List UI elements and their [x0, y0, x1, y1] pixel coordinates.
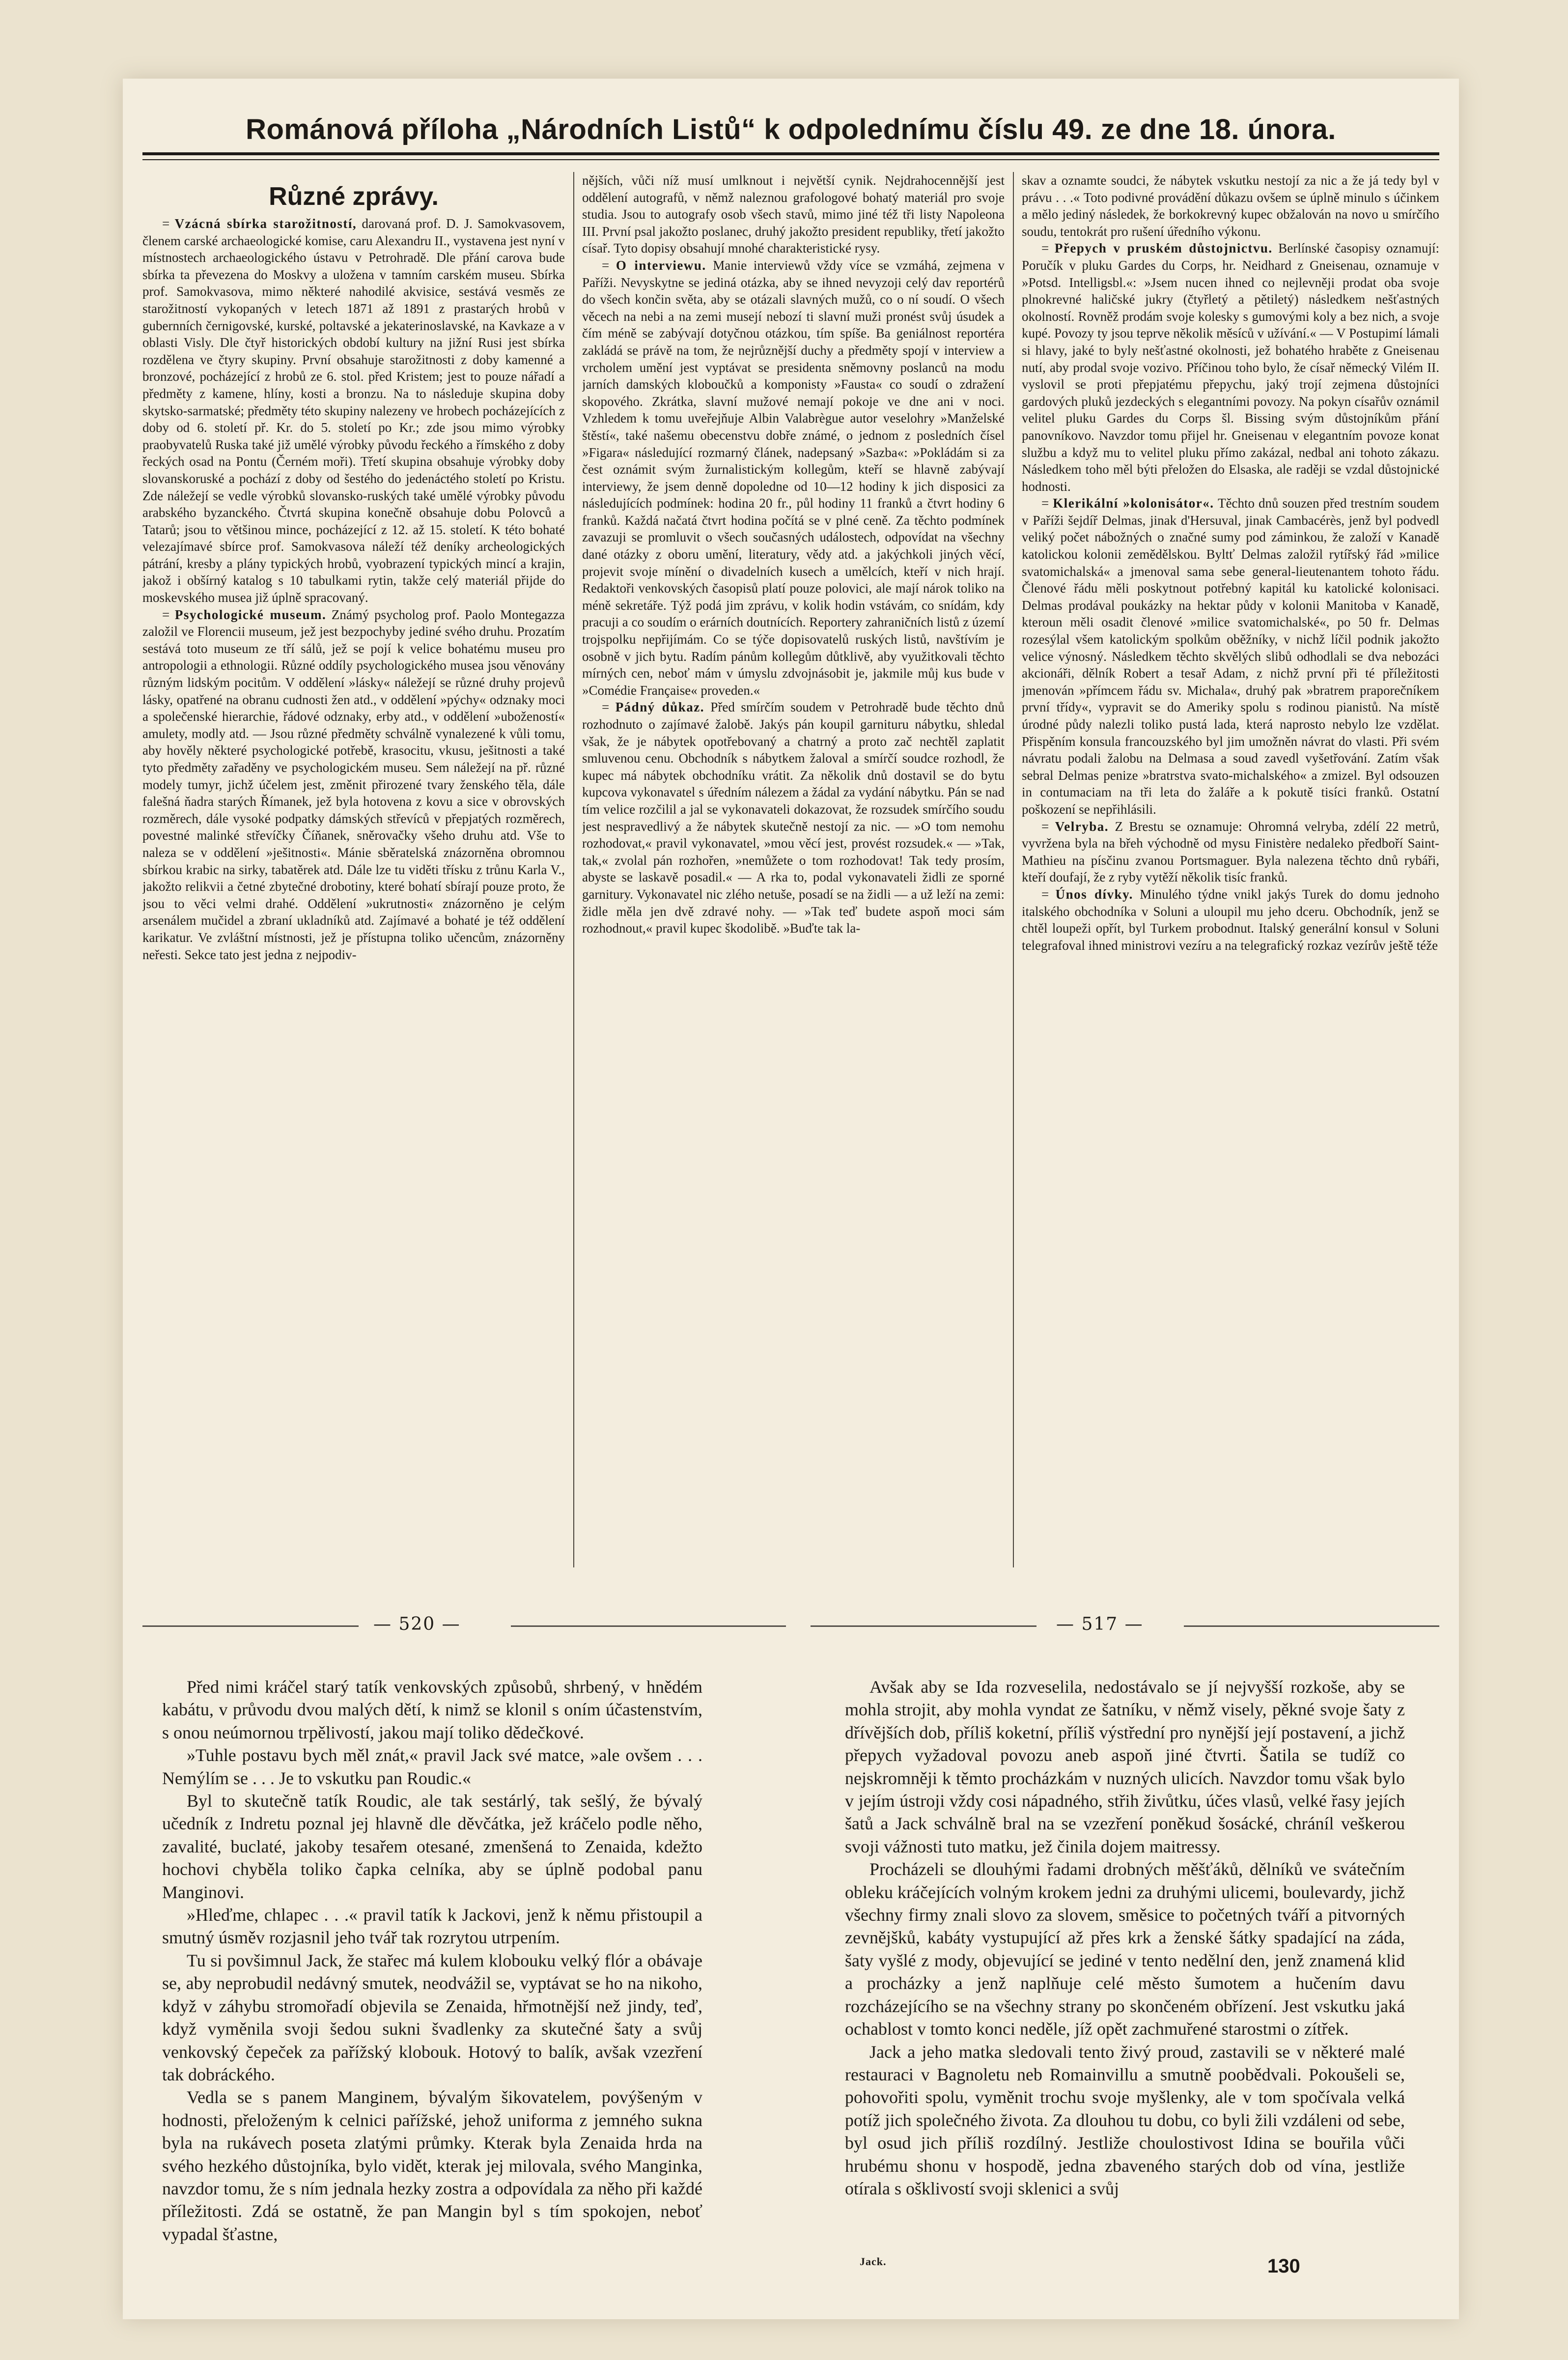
- header-rule: [142, 152, 1439, 155]
- news-text: Před smírčím soudem v Petrohradě bude těchto dnů rozhodnuto o zajímavé žalobě. Jakýs pán koupil garnituru nábytku, shledal však, že je nábytek opotřebovaný a chatrný a proto zač nechtěl zaplatit smluvenou cenu. Obchodník s nábytkem žaloval a smírčí soudce rozhodl, že kupec má nábytek obchodníku vrátit. Za několik dnů dostavil se do bytu kupcova vykonavatel s úředním nálezem a žádal za vydání nábytku. Pán se nad tím velice rozčilil a jal se vykonavateli dokazovat, že rozsudek smírčího soudu jest nespravedlivý a že nábytek skutečně nestojí za nic. — »O tom nemohu rozhodovat,« pravil vykonavatel, »mou věcí jest, provést rozsudek.« — »Tak, tak,« zvolal pán rozhořen, »nemůžete o tom rozhodovat! Tak tedy prosím, abyste se laskavě posadil.« — A rka to, podal vykonavateli židli ze sporné garnitury. Vykonavatel nic zlého netuše, posadí se na židli — a už leží na zemi: židle měla jen dvě zdravé nohy. — »Tak teď budete aspoň moci sám rozhodnout,« pravil kupec škodolibě. »Buďte tak la-: [582, 700, 1005, 936]
- news-item: [1022, 172, 1439, 240]
- news-item: = Přepych v pruském důstojnictvu. Berlínské časopisy oznamují: Poručík v pluku Gardes du Corps, hr. Neidhard z Gneisenau, oznamuje v »Potsd. Intelligsbl.«: »Jsem nucen ihned co nejlevněji prodat oba svoje plnokrevné haličské jukry (čtyřletý a pětiletý) následkem nešťastných okolností. Rovněž prodám svoje kolesky s gumovými koly a bez nich, a svoje kupé. Povozy ty jsou teprve několik měsíců v užívání.« — V Postupimí lámali si hlavy, jaké to byly nešťastné okolnosti, jež bohatého hraběte z Gneisenau nutí, aby prodal svoje vozivo. Příčinou toho bylo, že císař německý Vilém II. vyslovil se proti přepjatému přepychu, jaký trojí zejmena důstojníci gardových pluků jezdeckých s elegantními povozy. Na pokyn císařův oznámil velitel pluku Gardes du Corps šl. Bissing svým důstojníkům přání panovníkovo. Navzdor tomu přijel hr. Gneisenau v elegantním povoze konat službu a když mu to velitel pluku přímo zakázal, nedbal ani tohoto zákazu. Následkem toho měl býti přeložen do Elsaska, ale raději se vzdal důstojnické hodnosti.: [1022, 241, 1439, 494]
- news-text: darovaná prof. D. J. Samokvasovem, členem carské archaeologické komise, caru Alexandru II., vystavena jest nyní v místnostech archaeologického ústavu v Petrohradě. Dle přání carova bude sbírka ta převezena do Moskvy a uložena v tamním carském museu. Sbírka prof. Samokvasova, mimo některé nahodilé akvisice, sestává vesměs ze starožitností vykopaných v letech 1871 až 1891 z prastarých hrobů v gubernních černigovské, kurské, poltavské a jekaterinoslavské, na Kavkaze a v oblasti Visly. Dle čtyř historických období kultury na jižní Rusi jest sbírka rozdělena ve čtyry skupiny. První obsahuje starožitnosti z doby kamenné a bronzové, pocházející z hrobů ze 6. stol. před Kristem; jest to pouze nářadí a předměty z kamene, hlíny, kosti a bronzu. Na to následuje skupina doby skytsko-sarmatské; předměty této skupiny nalezeny ve hrobech pocházejících z doby od 6. století př. Kr. do 5. století po Kr.; zde jsou mimo výrobky praobyvatelů Ruska také již umělé výrobky původu řeckého a římského z doby řeckých osad na Pontu (Černém moři). Třetí skupina obsahuje výrobky doby slovanskoruské a pochází z doby od šestého do jedenáctého století po Kristu. Zde náležejí se vedle výrobků slovansko-ruských také umělé výrobky původu arabského byzanckého. Čtvrtá skupina konečně obsahuje dobu Polovců a Tatarů; jsou to většinou mince, pocházející z 12. až 15. století. K této bohaté velezajímavé sbírce prof. Samokvasova náleží též deníky archeologických pátrání, kresby a plány typických hrobů, vyobrazení typických mincí a krajin, jakož i obšírný katalog s 10 tabulkami rytin, takže celý materiál přijde do moskevského musea již úplně spracovaný.: [142, 216, 565, 605]
- novel-paragraph: Před nimi kráčel starý tatík venkovských způsobů, shrbený, v hnědém kabátu, v průvodu dvou malých dětí, k nimž se klonil s oním účastenstvím, s onou neúmornou trpělivostí, jakou mají toliko dědečkové.: [162, 1677, 702, 1742]
- column-separator: [1013, 172, 1014, 1567]
- novel-paragraph: »Tuhle postavu bych měl znát,« pravil Jack své matce, »ale ovšem . . . Nemýlím se . . . Je to vskutku pan Roudic.«: [162, 1745, 702, 1788]
- novel-paragraph: Vedla se s panem Manginem, bývalým šikovatelem, povýšeným v hodnosti, přeloženým k celnici pařížské, jehož uniforma z jemného sukna byla na rukávech poseta zlatými průmky. Kterak byla Zenaida hrda na svého hezkého důstojníka, bylo vidět, kterak jej milovala, svého Manginka, navzdor tomu, že s ním jednala hezky zostra a odpovídala za něho při každé příležitosti. Zdá se ostatně, že pan Mangin byl s tím spokojen, neboť vypadal šťastne,: [162, 2087, 702, 2244]
- novel-page-left: [162, 1676, 702, 2265]
- page-number-left: — 520 —: [373, 1614, 461, 1634]
- news-item: = Únos dívky. Minulého týdne vnikl jakýs Turek do domu jednoho italského obchodníka v Soluni a uloupil mu jeho dceru. Obchodník, jenž se chtěl loupeži opřít, byl Turkem probodnut. Italský generální konsul v Soluni telegrafoval ihned ministrovi vezíru a na telegrafický rozkaz vezírův ještě téže: [1022, 886, 1439, 953]
- header-rule-thin: [142, 159, 1439, 160]
- sheet-number: 130: [1267, 2255, 1300, 2277]
- news-text: Manie interviewů vždy více se vzmáhá, zejmena v Paříži. Nevyskytne se jediná otázka, aby se ihned nevyzoji celý dav reportérů do všech končin světa, aby se otázali slavných mužů, co o ní soudí. O všech věcech na nebi a na zemi musejí nebozí ti slavní muži pronést svůj úsudek a čím méně se zabývají dotyčnou otázkou, tím spíše. Ba geniálnost reportéra zakládá se právě na tom, že nejrůznější duchy a předměty spojí v interview a vrcholem umění jest vyptávat se presidenta sněmovny poslanců na modu jarních damských kloboučků a komponisty »Fausta« co soudí o zdražení skopového. Zkrátka, slavní mužové nemají pokoje ve dne ani v noci. Vzhledem k tomu uveřejňuje Albin Valabrègue autor veselohry »Manželské štěstí«, také našemu obecenstvu dobře známé, o jednom z posledních čísel »Figara« následující rozmarný článek, nadepsaný »Sazba«: »Pokládám si za čest oznámit svým žurnalistickým kollegům, kteří se hlavně zabývají interviewy, že jsem denně dopoledne od 10—12 hodiny k jich disposici za následujících podmínek: hodina 20 fr., půl hodiny 11 franků a čtvrt hodiny 6 franků. Každá načatá čtvrt hodina počítá se v plné ceně. Za těchto podmínek zavazuji se promluvit o všech současných událostech, odpovídat na všechny dané otázky z oboru umění, literatury, vědy atd. a jakýchkoli jiných věcí, projevit svoje mínění o divadelních kusech a umělcích, kteří v nich hrají. Redaktoři venkovských časopisů platí pouze polovici, ale mají nárok toliko na méně sekretáře. Týž podá jim zprávu, v kolik hodin vstávám, co snídám, kdy pracuji a co soudím o erárních doutnících. Reportery zahraničních listů z území trojspolku nepřijímám. Co se týče dopisovatelů ruských listů, navštívím je osobně v jich bytu. Radím pánům kollegům důtklivě, aby využitkovali těchto mírných cen, neboť mám v úmyslu zdvojnásobit je, jakmile můj kus bude v »Comédie Française« proveden.«: [582, 257, 1005, 698]
- news-text: Známý psycholog prof. Paolo Montegazza založil ve Florencii museum, jež jest bezpochyby jediné svého druhu. Prozatím sestává toto museum ze tří sálů, jež se pojí k velice bohatému museu pro antropologii a ethnologii. Různé oddíly psychologického musea jsou věnovány různým lidským pocitům. V oddělení »lásky« náležejí se různé druhy projevů lásky, opatřené na obranu cudnosti žen atd., v oddělení »pýchy« odznaky moci a společenské hierarchie, řádové odznaky, erby atd., v oddělení »ubožeností« amulety, modly atd. — Jsou různé předměty schválně vynalezené k vůli tomu, aby hověly některé psychologické potřebě, krasocitu, vkusu, ješitnosti a také tyto předměty zařaděny ve psychologickém museu. Sem náležejí na př. různé modely tumyr, jichž účelem jest, změnit přirozené tvary ženského těla, dále falešná ňadra starých Římanek, jež byla hotovena z kovu a sice v obrovských rozměrech, dále vysoké podpatky dámských střevíců v přepjatých rozměrech, povestné malinké střevíčky Číňanek, sněrovačky všeho druhu atd. Vše to naleza se v oddělení »ješitnosti«. Mánie sběratelská znázorněna obromnou sbírkou krabic na sirky, tabatěrek atd. Dále lze tu viděti třísku z trůnu Karla V., jakožto relikvii a četné zbytečné drobotiny, které bohatí sbírají pouze proto, že jsou to věci velmi drahé. Oddělení »ukrutnosti« znázorněno je celým arsenálem mučidel a zbraní ukladníků atd. Zajímavé a bohaté je též oddělení karikatur. Ve zvláštní místnosti, jež je přístupna toliko učencům, znázorněny neřesti. Sekce tato jest jedna z nejpodiv-: [142, 607, 565, 962]
- novel-paragraph: »Hleďme, chlapec . . .« pravil tatík k Jackovi, jenž k němu přistoupil a smutný úsměv rozjasnil jeho tvář tak rozrytou utrpením.: [162, 1905, 702, 1948]
- news-item: = Velryba. Z Brestu se oznamuje: Ohromná velryba, zdélí 22 metrů, vyvržena byla na břeh východně od mysu Finistère nedaleko předboří Saint-Mathieu na písčinu zvanou Portsmaguer. Byla nalezena těchto dnů rybáři, kteří doufají, že z ryby vytěží několik tisíc franků.: [1022, 819, 1439, 885]
- news-item: [582, 172, 1005, 257]
- news-text: nějších, vůči níž musí umlknout i největší cynik. Nejdrahocennější jest oddělení autografů, v němž naleznou grafologové bohatý materiál pro svoje studia. Jsou to autografy osob všech stavů, mimo jiné též tři listy Napoleona III. První psal jakožto poslanec, druhý jakožto president republiky, třetí jakožto císař. Tyto dopisy obsahují mnohé charakteristické rysy.: [582, 173, 1005, 256]
- footer-author: Jack.: [860, 2255, 887, 2268]
- news-rubric: Psychologické museum.: [174, 607, 327, 622]
- supplement-banner: Románová příloha „Národních Listů“ k odpolednímu číslu 49. ze dne 18. února.: [246, 114, 1336, 145]
- news-item: = Pádný důkaz. Před smírčím soudem v Petrohradě bude těchto dnů rozhodnuto o zajímavé žalobě. Jakýs pán koupil garnituru nábytku, shledal však, že je nábytek opotřebovaný a chatrný a proto zač nechtěl zaplatit smluvenou cenu. Obchodník s nábytkem žaloval a smírčí soudce rozhodl, že kupec má nábytek obchodníku vrátit. Za několik dnů dostavil se do bytu kupcova vykonavatel s úředním nálezem a žádal za vydání nábytku. Pán se nad tím velice rozčilil a jal se vykonavateli dokazovat, že rozsudek smírčího soudu jest nespravedlivý a že nábytek skutečně nestojí za nic. — »O tom nemohu rozhodovat,« pravil vykonavatel, »mou věcí jest, provést rozsudek.« — »Tak, tak,« zvolal pán rozhořen, »nemůžete o tom rozhodovat! Tak tedy prosím, abyste se laskavě posadil.« — A rka to, podal vykonavateli židli ze sporné garnitury. Vykonavatel nic zlého netuše, posadí se na židli — a už leží na zemi: židle měla jen dvě zdravé nohy. — »Tak teď budete aspoň moci sám rozhodnout,« pravil kupec škodolibě. »Buďte tak la-: [582, 700, 1005, 936]
- news-text: Minulého týdne vnikl jakýs Turek do domu jednoho italského obchodníka v Soluni a uloupil mu jeho dceru. Obchodník, jenž se chtěl loupeži opřít, byl Turkem probodnut. Italský generální konsul v Soluni telegrafoval ihned ministrovi vezíru a na telegrafický rozkaz vezírův ještě téže: [1022, 886, 1439, 953]
- column-separator: [573, 172, 574, 1567]
- news-rubric: O interviewu.: [616, 257, 706, 273]
- news-column-1: [142, 172, 565, 1572]
- novel-paragraph: Procházeli se dlouhými řadami drobných měšťáků, dělníků ve svátečním obleku kráčejících volným krokem jedni za druhými ulicemi, boulevardy, jichž všechny firmy znali slovo za slovem, směsice to početných tváří a pitvorných zevnějšků, kabáty vystupující až přes krk a ženské šátky spadající na záda, šaty vyšlé z mody, objevující se jediné v tento nedělní den, jenž znamená klid a procházky a jenž naplňuje celé město šumotem a hučením davu rozcházejícího se na všechny strany po skončeném obřízení. Jest vskutku jaká ochablost v tomto konci neděle, jíž opět zachmuřené starostmi o zítřek.: [845, 1859, 1405, 2039]
- divider-line: [1184, 1625, 1439, 1627]
- novel-paragraph: Byl to skutečně tatík Roudic, ale tak sestárlý, tak sešlý, že bývalý učedník z Indretu poznal jej hlavně dle děvčátka, jež kráčelo podle něho, zavalité, buclaté, jakoby tesařem otesané, zmenšená to Zenaida, kdežto hochovi chyběla toliko čapka celníka, aby se úplně podobal panu Manginovi.: [162, 1791, 702, 1902]
- novel-paragraph: Avšak aby se Ida rozveselila, nedostávalo se jí nejvyšší rozkoše, aby se mohla strojit, aby mohla vyndat ze šatníku, v němž visely, pěkné svoje šaty z dřívějších dob, příliš koketní, příliš výstřední pro nynější její postavení, a jichž přepych vyžadoval povozu aneb aspoň jiné čtvrti. Šatila se tudíž co nejskromněji k těmto procházkám v nuzných ulicích. Navzdor tomu však bylo v jejím ústroji vždy cosi nápadného, střih živůtku, účes vlasů, velké řasy jejích šatů a Jack schválně bral na se vzezření poněkud šosácké, chráníl veškerou svoji vážnosti tuto matku, jež činila dojem maitressy.: [845, 1677, 1405, 1856]
- news-rubric: Vzácná sbírka starožitností,: [174, 216, 357, 231]
- newspaper-page: [123, 79, 1459, 2319]
- page-number-right: — 517 —: [1056, 1614, 1144, 1634]
- news-item: = Klerikální »kolonisátor«. Těchto dnů souzen před trestním soudem v Paříži šejdíř Delmas, jinak d'Hersuval, jinak Cambacérès, jenž byl podvedl veliký počet nábožných o značné sumy pod záminkou, že založí v Kanadě katolickou kolonii zemědělskou. Byltť Delmas založil rytířský řád »milice svatomichalská« a jmenoval sama sebe general-lieutenantem tohoto řádu. Členové řádu měli poskytnout potřebný kapitál ku katolické kolonisaci. Delmas prodával poukázky na hektar půdy v kolonii Manitoba v Kanadě, kteroun měli osadit členové »milice svatomichalské«, po 50 fr. Delmas rozesýlal všem katolickým spolkům oběžníky, v nichž líčil podnik jakožto velice výnosný. Následkem těchto skvělých slibů odhodlali se dva nebozáci akcionáři, dělník Robert a tesař Adam, z nichž první při té příležitosti jmenován »přímcem řádu sv. Michala«, druhý pak »bratrem praporečníkem první třídy«, vypravit se do Ameriky spolu s rodinou pianistů. Na místě úrodné půdy nalezli toliko pustá lada, která naprosto nebylo lze vzdělat. Přispěním konsula francouzského byl jim umožněn návrat do vlasti. Při svém návratu podali žalobu na Delmasa a soud zavedl vyšetřování. Zatím však sebral Delmas penize »bratrstva svato-michalského« a zmizel. Byl odsouzen in contumaciam na tři leta do žaláře a k pokutě tisíci franků. Ostatní poškození se nepřihlásili.: [1022, 496, 1439, 817]
- novel-paragraph: Tu si povšimnul Jack, že stařec má kulem klobouku velký flór a obávaje se, aby neprobudil nedávný smutek, neodvážil se, vyptávat se ho na nikoho, když v záhybu stromořadí objevila se Zenaida, hřmotnější než jindy, teď, když vyměnila svoji šedou sukni švadlenky za skutečné šaty a svůj venkovský čepeček za pařížský klobouk. Hotový to balík, avšak vzezření tak dobráckého.: [162, 1950, 702, 2084]
- news-text: skav a oznamte soudci, že nábytek vskutku nestojí za nic a že já tedy byl v právu . . .« Toto podivné provádění důkazu ovšem se úplně minulo s účinkem a mělo jediný následek, že borkokrevný kupec obžalován na novo u smírčího soudu, tentokrát pro rušení úředního výkonu.: [1022, 173, 1439, 239]
- news-rubric: Klerikální »kolonisátor«.: [1053, 496, 1214, 511]
- news-item: = Vzácná sbírka starožitností, darovaná prof. D. J. Samokvasovem, členem carské archaeologické komise, caru Alexandru II., vystavena jest nyní v místnostech archaeologického ústavu v Petrohradě. Dle přání carova bude sbírka ta převezena do Moskvy a uložena v tamním carském museu. Sbírka prof. Samokvasova, mimo některé nahodilé akvisice, sestává vesměs ze starožitností vykopaných v letech 1871 až 1891 z prastarých hrobů v gubernních černigovské, kurské, poltavské a jekaterinoslavské, na Kavkaze a v oblasti Visly. Dle čtyř historických období kultury na jižní Rusi jest sbírka rozdělena ve čtyry skupiny. První obsahuje starožitnosti z doby kamenné a bronzové, pocházející z hrobů ze 6. stol. před Kristem; jest to pouze nářadí a předměty z kamene, hlíny, kosti a bronzu. Na to následuje skupina doby skytsko-sarmatské; předměty této skupiny nalezeny ve hrobech pocházejících z doby od 6. století př. Kr. do 5. století po Kr.; zde jsou mimo výrobky praobyvatelů Ruska také již umělé výrobky původu řeckého a římského z doby řeckých osad na Pontu (Černém moři). Třetí skupina obsahuje výrobky doby slovanskoruské a pochází z doby od šestého do jedenáctého století po Kristu. Zde náležejí se vedle výrobků slovansko-ruských také umělé výrobky původu arabského byzanckého. Čtvrtá skupina konečně obsahuje dobu Polovců a Tatarů; jsou to většinou mince, pocházející z 12. až 15. století. K této bohaté velezajímavé sbírce prof. Samokvasova náleží též deníky archeologických pátrání, kresby a plány typických hrobů, vyobrazení typických mincí a krajin, jakož i obšírný katalog s 10 tabulkami rytin, takže celý materiál přijde do moskevského musea již úplně spracovaný.: [142, 216, 565, 605]
- news-item: = O interviewu. Manie interviewů vždy více se vzmáhá, zejmena v Paříži. Nevyskytne se jediná otázka, aby se ihned nevyzoji celý dav reportérů do všech končin světa, aby se otázali slavných mužů, co o ní soudí. O všech věcech na nebi a na zemi musejí nebozí ti slavní muži pronést svůj úsudek a čím méně se zabývají dotyčnou otázkou, tím spíše. Ba geniálnost reportéra zakládá se právě na tom, že nejrůznější duchy a předměty spojí v interview a vrcholem umění jest vyptávat se presidenta sněmovny poslanců na modu jarních damských kloboučků a komponisty »Fausta« co soudí o zdražení skopového. Zkrátka, slavní mužové nemají pokoje ve dne ani v noci. Vzhledem k tomu uveřejňuje Albin Valabrègue autor veselohry »Manželské štěstí«, také našemu obecenstvu dobře známé, o jednom z posledních čísel »Figara« následující rozmarný článek, nadepsaný »Sazba«: »Pokládám si za čest oznámit svým žurnalistickým kollegům, kteří se hlavně zabývají interviewy, že jsem denně dopoledne od 10—12 hodiny k jich disposici za následujících podmínek: hodina 20 fr., půl hodiny 11 franků a čtvrt hodiny 6 franků. Každá načatá čtvrt hodina počítá se v plné ceně. Za těchto podmínek zavazuji se promluvit o všech současných událostech, odpovídat na všechny dané otázky z oboru umění, literatury, vědy atd. a jakýchkoli jiných věcí, projevit svoje mínění o divadelních kusech a umělcích, kteří v nich hrají. Redaktoři venkovských časopisů platí pouze polovici, ale mají nárok toliko na méně sekretáře. Týž podá jim zprávu, v kolik hodin vstávám, co snídám, kdy pracuji a co soudím o erárních doutnících. Reportery zahraničních listů z území trojspolku nepřijímám. Co se týče dopisovatelů ruských listů, navštívím je osobně v jich bytu. Radím pánům kollegům důtklivě, aby využitkovali těchto mírných cen, neboť mám v úmyslu zdvojnásobit je, jakmile můj kus bude v »Comédie Française« proveden.«: [582, 257, 1005, 698]
- news-column-2: [582, 172, 1005, 1572]
- divider-line: [142, 1625, 359, 1627]
- news-column-3: [1022, 172, 1439, 1572]
- news-text: Berlínské časopisy oznamují: Poručík v pluku Gardes du Corps, hr. Neidhard z Gneisenau, oznamuje v »Potsd. Intelligsbl.«: »Jsem nucen ihned co nejlevněji prodat oba svoje plnokrevné haličské jukry (čtyřletý a pětiletý) následkem nešťastných okolností. Rovněž prodám svoje kolesky s gumovými koly a bez nich, a svoje kupé. Povozy ty jsou teprve několik měsíců v užívání.« — V Postupimí lámali si hlavy, jaké to byly nešťastné okolnosti, jež bohatého hraběte z Gneisenau nutí, aby prodal svoje vozivo. Příčinou toho bylo, že císař německý Vilém II. vyslovil se proti přepjatému přepychu, jaký trojí zejmena důstojníci gardových pluků jezdeckých s elegantními povozy. Na pokyn císařův oznámil velitel pluku Gardes du Corps šl. Bissing svým důstojníkům přání panovníkovo. Navzdor tomu přijel hr. Gneisenau v elegantním povoze konat službu a když mu to velitel pluku přímo zakázal, nedbal ani tohoto zákazu. Následkem toho měl býti přeložen do Elsaska, ale raději se vzdal důstojnické hodnosti.: [1022, 241, 1439, 494]
- news-text: Těchto dnů souzen před trestním soudem v Paříži šejdíř Delmas, jinak d'Hersuval, jinak Cambacérès, jenž byl podvedl veliký počet nábožných o značné sumy pod záminkou, že založí v Kanadě katolickou kolonii zemědělskou. Byltť Delmas založil rytířský řád »milice svatomichalská« a jmenoval sama sebe general-lieutenantem tohoto řádu. Členové řádu měli poskytnout potřebný kapitál ku katolické kolonisaci. Delmas prodával poukázky na hektar půdy v kolonii Manitoba v Kanadě, kteroun měli osadit členové »milice svatomichalské«, po 50 fr. Delmas rozesýlal všem katolickým spolkům oběžníky, v nichž líčil podnik jakožto velice výnosný. Následkem těchto skvělých slibů odhodlali se dva nebozáci akcionáři, dělník Robert a tesař Adam, z nichž první při té příležitosti jmenován »přímcem řádu sv. Michala«, druhý pak »bratrem praporečníkem první třídy«, vypravit se do Ameriky spolu s rodinou pianistů. Na místě úrodné půdy nalezli toliko pustá lada, která naprosto nebylo lze vzdělat. Přispěním konsula francouzského byl jim umožněn návrat do vlasti. Při svém návratu podali žalobu na Delmasa a soud zavedl vyšetřování. Zatím však sebral Delmas penize »bratrstva svato-michalského« a zmizel. Byl odsouzen in contumaciam na tři leta do žaláře a k pokutě tisíci franků. Ostatní poškození se nepřihlásili.: [1022, 496, 1439, 817]
- news-rubric: Únos dívky.: [1055, 886, 1133, 902]
- novel-page-right: [845, 1676, 1405, 2265]
- news-rubric: Přepych v pruském důstojnictvu.: [1054, 241, 1273, 256]
- news-rubric: Velryba.: [1055, 819, 1109, 834]
- divider-line: [511, 1625, 786, 1627]
- section-title: Různé zprávy.: [269, 182, 439, 211]
- news-rubric: Pádný důkaz.: [615, 700, 704, 715]
- divider-line: [811, 1625, 1036, 1627]
- news-text: Z Brestu se oznamuje: Ohromná velryba, zdélí 22 metrů, vyvržena byla na břeh východně od mysu Finistère nedaleko předboří Saint-Mathieu na písčinu zvanou Portsmaguer. Byla nalezena těchto dnů rybáři, kteří doufají, že z ryby vytěží několik tisíc franků.: [1022, 819, 1439, 885]
- news-item: = Psychologické museum. Známý psycholog prof. Paolo Montegazza založil ve Florencii museum, jež jest bezpochyby jediné svého druhu. Prozatím sestává toto museum ze tří sálů, jež se pojí k velice bohatému museu pro antropologii a ethnologii. Různé oddíly psychologického musea jsou věnovány různým lidským pocitům. V oddělení »lásky« náležejí se různé druhy projevů lásky, opatřené na obranu cudnosti žen atd., v oddělení »pýchy« odznaky moci a společenské hierarchie, řádové odznaky, erby atd., v oddělení »ubožeností« amulety, modly atd. — Jsou různé předměty schválně vynalezené k vůli tomu, aby hověly některé psychologické potřebě, krasocitu, vkusu, ješitnosti a také tyto předměty zařaděny ve psychologickém museu. Sem náležejí na př. různé modely tumyr, jichž účelem jest, změnit přirozené tvary ženského těla, dále falešná ňadra starých Římanek, jež byla hotovena z kovu a sice v obrovských rozměrech, dále vysoké podpatky dámských střevíců v přepjatých rozměrech, povestné malinké střevíčky Číňanek, sněrovačky všeho druhu atd. Vše to naleza se v oddělení »ješitnosti«. Mánie sběratelská znázorněna obromnou sbírkou krabic na sirky, tabatěrek atd. Dále lze tu viděti třísku z trůnu Karla V., jakožto relikvii a četné zbytečné drobotiny, které bohatí sbírají pouze proto, že jsou to věci velmi drahé. Oddělení »ukrutnosti« znázorněno je celým arsenálem mučidel a zbraní ukladníků atd. Zajímavé a bohaté je též oddělení karikatur. Ve zvláštní místnosti, jež je přístupna toliko učencům, znázorněny neřesti. Sekce tato jest jedna z nejpodiv-: [142, 607, 565, 962]
- novel-paragraph: Jack a jeho matka sledovali tento živý proud, zastavili se v některé malé restauraci v Bagnoletu neb Romainvillu a smutně poobědvali. Pokoušeli se, pohovořiti spolu, vyměnit trochu svoje myšlenky, ale v tom spočívala velká potíž jich společného života. Za dlouhou tu dobu, co byli žili vzdáleni od sebe, byl osud jich příliš rozdílný. Jestliže choulostivost Idina se bouřila vůči hrubému shonu v hospodě, jedna zbaveného starých dob od vína, jestliže otírala s ošklivostí svoji sklenici a svůj: [845, 2042, 1405, 2198]
